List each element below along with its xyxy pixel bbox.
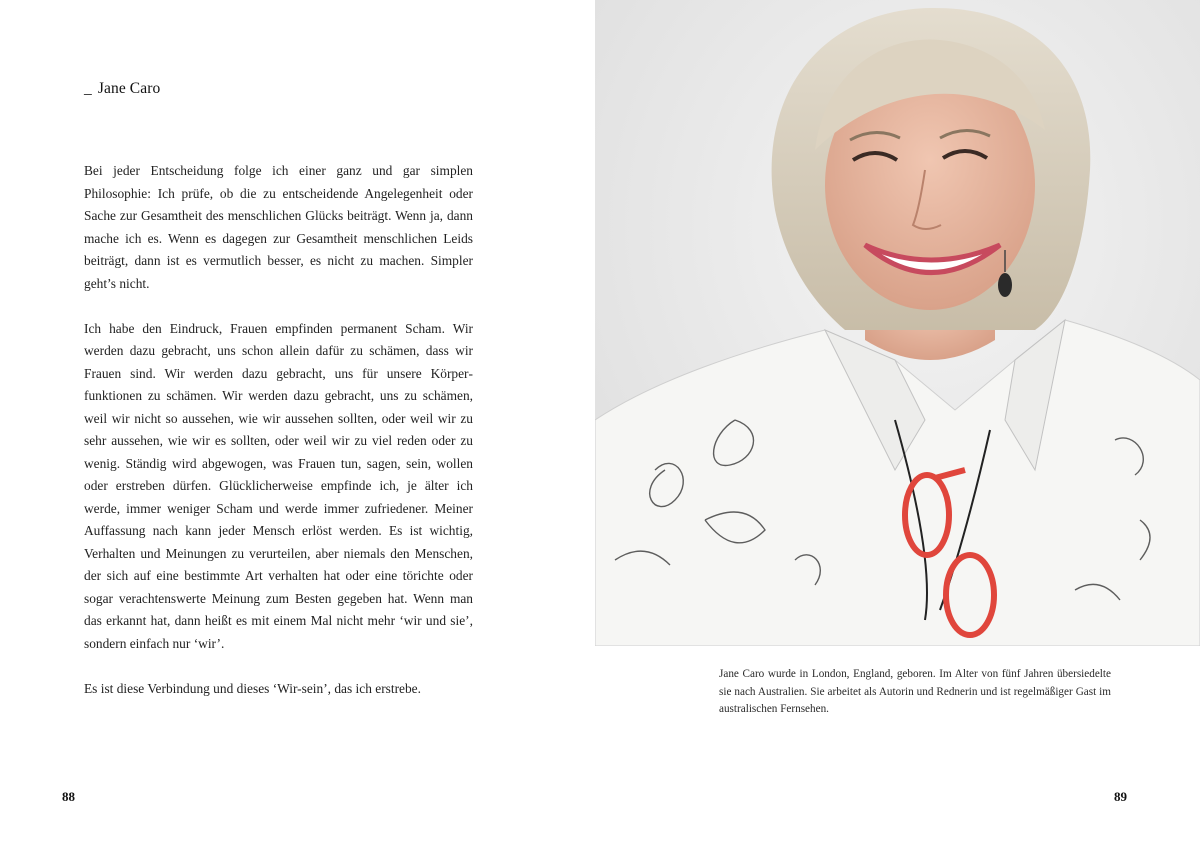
paragraph-3: Es ist diese Verbindung und dieses ‘Wir-sein’, das ich erstrebe.: [84, 680, 421, 696]
author-prefix: _: [84, 80, 92, 97]
right-page: [595, 0, 1200, 843]
portrait-illustration: [595, 0, 1200, 646]
body-text: [84, 160, 473, 723]
author-heading: [84, 80, 160, 98]
page-number-left: 88: [62, 789, 75, 804]
portrait-photo: [595, 0, 1200, 646]
author-name: Jane Caro: [97, 80, 161, 97]
page-number-right: 89: [1114, 789, 1127, 804]
paragraph-2: Ich habe den Eindruck, Frauen empfinden permanent Scham. Wir werden dazu gebracht, uns schon allein dafür zu schämen, dass wir Frauen sind. Wir werden dazu gebracht, uns für unsere Körperfunktionen zu schämen. Wir werden dazu gebracht, uns zu schämen, weil wir nicht so aussehen, wie wir aussehen sollten, oder weil wir zu sehr aussehen, wie wir es sollten, oder weil wir zu viel reden oder zu wenig. Ständig wird abgewogen, was Frauen tun, sagen, sein, wollen oder erstreben dürfen. Glücklicherweise empfinde ich, je älter ich werde, immer weniger Scham und werde immer zufriedener. Meiner Auffassung nach kann jeder Mensch erlöst werden. Es ist wichtig, Verhalten und Meinungen zu verurteilen, aber niemals den Menschen, der sich auf eine bestimmte Art verhalten hat oder eine törichte oder sogar verachtenswerte Meinung zum Besten gegeben hat. Wenn man das erkannt hat, dann heißt es mit einem Mal nicht mehr ‘wir und sie’, sondern einfach nur ‘wir’.: [84, 320, 473, 651]
left-page: [0, 0, 595, 843]
earring: [998, 273, 1012, 297]
paragraph-1: Bei jeder Entscheidung folge ich einer ganz und gar simplen Philosophie: Ich prüfe, ob die zu entscheidende Angelegenheit oder Sache zur Gesamtheit des menschlichen Glücks beiträgt. Wenn ja, dann mache ich es. Wenn es dagegen zur Gesamtheit menschlichen Leids beiträgt, dann ist es vermutlich besser, es nicht zu machen. Simpler geht’s nicht.: [84, 163, 473, 291]
photo-caption: Jane Caro wurde in London, England, geboren. Im Alter von fünf Jahren übersiedelte sie nach Australien. Sie arbeitet als Autorin und Rednerin und ist regelmäßiger Gast im australischen Fernsehen.: [719, 668, 1111, 715]
